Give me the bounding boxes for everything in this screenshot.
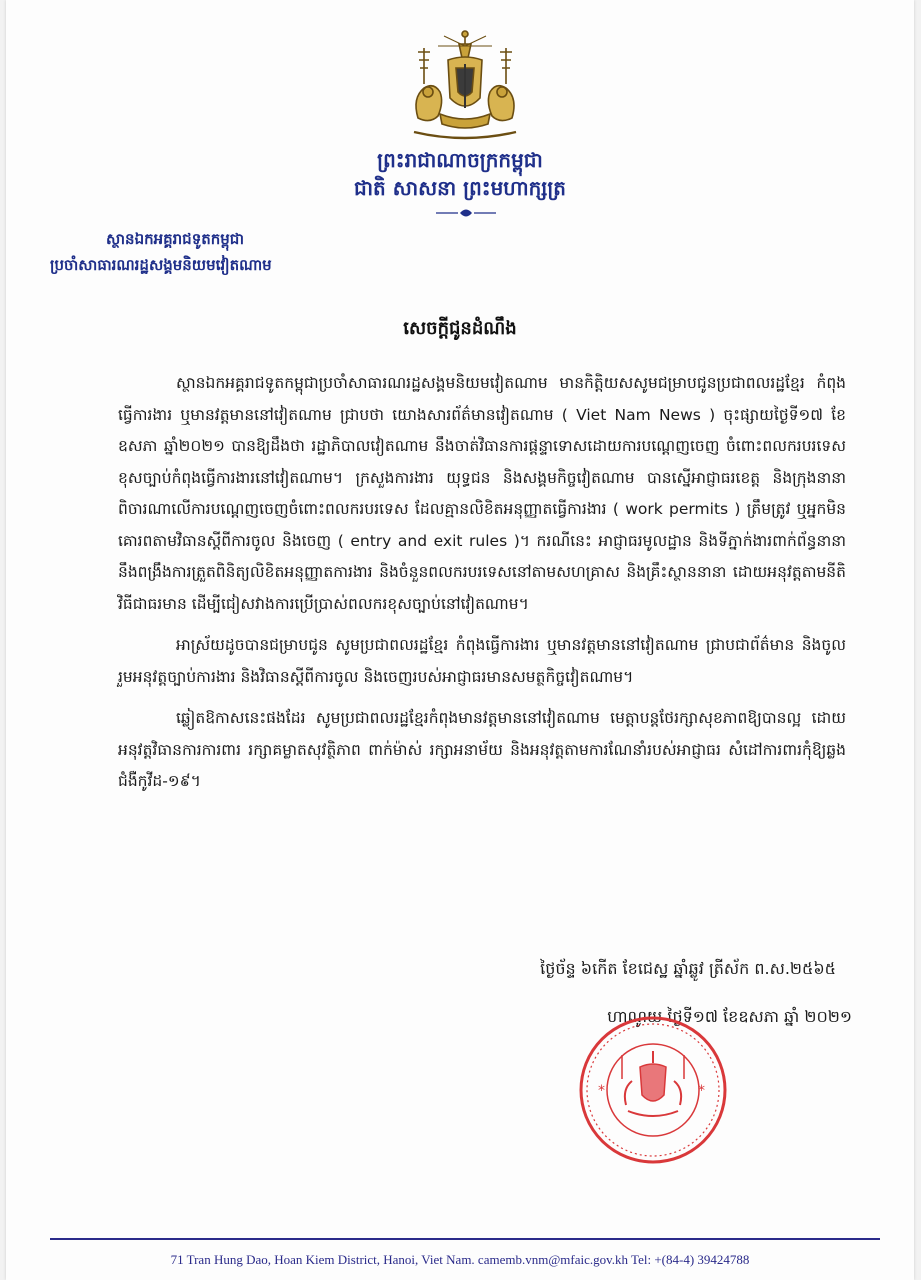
svg-text:*: *	[698, 1083, 705, 1099]
royal-coat-of-arms-icon	[404, 28, 526, 146]
embassy-name: ស្ថានឯកអគ្គរាជទូតកម្ពុជា	[106, 230, 245, 248]
kingdom-title: ព្រះរាជាណាចក្រកម្ពុជា	[377, 148, 543, 172]
document-body	[118, 368, 846, 808]
document-page	[6, 0, 914, 1280]
solar-date: ហាណូយ ថ្ងៃទី១៧ ខែឧសភា ឆ្នាំ ២០២១	[607, 1007, 852, 1026]
paragraph-2: អាស្រ័យដូចបានជម្រាបជូន សូមប្រជាពលរដ្ឋខ្មែរ កំពុងធ្វើការងារ ឬមានវត្តមាននៅវៀតណាម ជ្រាបជាព័ត៌មាន និងចូលរួមអនុវត្តច្បាប់ការងារ និងវិធានស្តីពីការចូល និងចេញរបស់អាជ្ញាធរមានសមត្ថកិច្ចវៀតណាម។	[118, 636, 846, 686]
lunar-date: ថ្ងៃច័ន្ទ ៦កើត ខែជេស្ឋ ឆ្នាំឆ្លូវ ត្រីស័ក ព.ស.២៥៦៥	[540, 959, 836, 978]
document-title: សេចក្តីជូនដំណឹង	[403, 318, 517, 339]
embassy-country: ប្រចាំសាធារណរដ្ឋសង្គមនិយមវៀតណាម	[50, 256, 272, 274]
svg-text:*: *	[598, 1083, 605, 1099]
kingdom-motto: ជាតិ សាសនា ព្រះមហាក្សត្រ	[354, 176, 566, 200]
paragraph-1: ស្ថានឯកអគ្គរាជទូតកម្ពុជាប្រចាំសាធារណរដ្ឋសង្គមនិយមវៀតណាម មានកិត្តិយសសូមជម្រាបជូនប្រជាពលរដ្ឋខ្មែរ កំពុងធ្វើការងារ ឬមានវត្តមាននៅវៀតណាម ជ្រាបថា យោងសារព័ត៌មានវៀតណាម ( Viet Nam News ) ចុះផ្សាយថ្ងៃទី១៧ ខែឧសភា ឆ្នាំ២០២១ បានឱ្យដឹងថា រដ្ឋាភិបាលវៀតណាម នឹងចាត់វិធានការផ្តន្ទាទោសដោយការបណ្តេញចេញ ចំពោះពលករបរទេសខុសច្បាប់កំពុងធ្វើការងារនៅវៀតណាម។ ក្រសួងការងារ យុទ្ធជន និងសង្គមកិច្ចវៀតណាម បានស្នើអាជ្ញាធរខេត្ត និងក្រុងនានា ពិចារណាលើការបណ្តេញចេញចំពោះពលករបរទេស ដែលគ្មានលិខិតអនុញ្ញាតធ្វើការងារ ( work permits ) ត្រឹមត្រូវ ឬអ្នកមិនគោរពតាមវិធានស្តីពីការចូល និងចេញ ( entry and exit rules )។ ករណីនេះ អាជ្ញាធរមូលដ្ឋាន និងទីភ្នាក់ងារពាក់ព័ន្ធនានា នឹងពង្រឹងការត្រួតពិនិត្យលិខិតអនុញ្ញាតការងារ និងចំនួនពលករបរទេសនៅតាមសហគ្រាស និងគ្រឹះស្ថាននានា ដោយអនុវត្តតាមនីតិវិធីជាធរមាន ដើម្បីជៀសវាងការប្រើប្រាស់ពលករខុសច្បាប់នៅវៀតណាម។	[118, 374, 846, 613]
paragraph-3: ឆ្លៀតឱកាសនេះផងដែរ សូមប្រជាពលរដ្ឋខ្មែរកំពុងមានវត្តមាននៅវៀតណាម មេត្តាបន្តថែរក្សាសុខភាពឱ្យបានល្អ ដោយអនុវត្តវិធានការការពារ រក្សាគម្លាតសុវត្ថិភាព ពាក់ម៉ាស់ រក្សាអនាម័យ និងអនុវត្តតាមការណែនាំរបស់អាជ្ញាធរ សំដៅការពារកុំឱ្យឆ្លងជំងឺកូវីដ-១៩។	[118, 709, 846, 790]
divider-ornament-icon	[434, 206, 498, 220]
embassy-seal-icon	[578, 1015, 728, 1165]
footer-divider	[50, 1238, 880, 1240]
footer-address: 71 Tran Hung Dao, Hoan Kiem District, Hanoi, Viet Nam. camemb.vnm@mfaic.gov.kh Tel: +(84-4) 39424788	[170, 1252, 750, 1267]
